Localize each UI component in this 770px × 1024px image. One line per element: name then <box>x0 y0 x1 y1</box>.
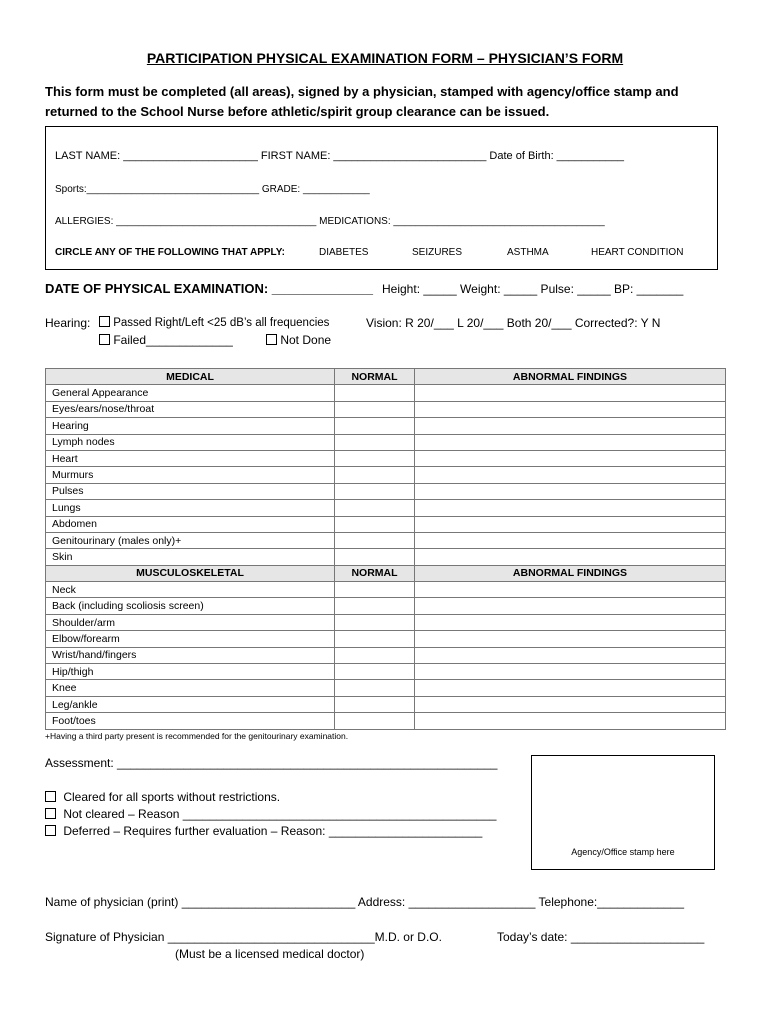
exam-item-label: Lungs <box>46 500 335 516</box>
exam-item-label: Foot/toes <box>46 713 335 729</box>
footnote: +Having a third party present is recommended for the genitourinary examination. <box>45 731 349 741</box>
cleared-label: Cleared for all sports without restrictions. <box>63 790 281 804</box>
abnormal-findings-cell[interactable] <box>415 664 726 680</box>
hearing-notdone-label: Not Done <box>280 333 332 347</box>
abnormal-findings-cell[interactable] <box>415 614 726 630</box>
normal-cell[interactable] <box>335 434 415 450</box>
abnormal-findings-cell[interactable] <box>415 549 726 565</box>
exam-item-label: Heart <box>46 450 335 466</box>
condition-heart[interactable]: HEART CONDITION <box>591 247 684 258</box>
table-row <box>46 401 726 417</box>
normal-cell[interactable] <box>335 598 415 614</box>
hearing-passed-option[interactable] <box>99 316 329 329</box>
condition-seizures[interactable]: SEIZURES <box>412 247 463 258</box>
normal-cell[interactable] <box>335 418 415 434</box>
exam-item-label: Leg/ankle <box>46 696 335 712</box>
table-row <box>46 696 726 712</box>
abnormal-findings-cell[interactable] <box>415 418 726 434</box>
condition-diabetes[interactable]: DIABETES <box>319 247 369 258</box>
hearing-notdone-option[interactable] <box>266 333 331 347</box>
exam-item-label: Hearing <box>46 418 335 434</box>
normal-cell[interactable] <box>335 467 415 483</box>
table-row <box>46 713 726 729</box>
exam-item-label: Eyes/ears/nose/throat <box>46 401 335 417</box>
table-row <box>46 385 726 401</box>
deferred-option[interactable] <box>45 824 482 838</box>
table-row <box>46 532 726 548</box>
normal-cell[interactable] <box>335 696 415 712</box>
abnormal-findings-cell[interactable] <box>415 483 726 499</box>
stamp-box <box>531 755 715 870</box>
normal-cell[interactable] <box>335 647 415 663</box>
table-row <box>46 516 726 532</box>
exam-item-label: Shoulder/arm <box>46 614 335 630</box>
circle-apply-label: CIRCLE ANY OF THE FOLLOWING THAT APPLY: <box>55 247 285 258</box>
abnormal-findings-cell[interactable] <box>415 385 726 401</box>
table-row <box>46 434 726 450</box>
abnormal-findings-cell[interactable] <box>415 516 726 532</box>
table-row <box>46 450 726 466</box>
medical-header-row <box>46 369 726 385</box>
abnormal-findings-cell[interactable] <box>415 713 726 729</box>
table-row <box>46 647 726 663</box>
exam-item-label: Wrist/hand/fingers <box>46 647 335 663</box>
column-header: NORMAL <box>335 369 415 385</box>
abnormal-findings-cell[interactable] <box>415 598 726 614</box>
exam-item-label: Neck <box>46 582 335 598</box>
vision-line[interactable]: Vision: R 20/___ L 20/___ Both 20/___ Corrected?: Y N <box>366 316 661 330</box>
hearing-label: Hearing: <box>45 316 91 330</box>
hearing-passed-label: Passed Right/Left <25 dB’s all frequencies <box>113 317 330 329</box>
name-dob-line[interactable]: LAST NAME: ______________________ FIRST NAME: _________________________ Date of Birth: ___________ <box>55 150 624 162</box>
table-row <box>46 582 726 598</box>
abnormal-findings-cell[interactable] <box>415 450 726 466</box>
table-row <box>46 467 726 483</box>
normal-cell[interactable] <box>335 516 415 532</box>
sports-grade-line[interactable]: Sports:_______________________________ GRADE: ____________ <box>55 184 370 195</box>
abnormal-findings-cell[interactable] <box>415 647 726 663</box>
normal-cell[interactable] <box>335 713 415 729</box>
abnormal-findings-cell[interactable] <box>415 401 726 417</box>
abnormal-findings-cell[interactable] <box>415 434 726 450</box>
vitals-line[interactable]: Height: _____ Weight: _____ Pulse: _____ BP: _______ <box>382 282 684 296</box>
normal-cell[interactable] <box>335 483 415 499</box>
table-row <box>46 598 726 614</box>
normal-cell[interactable] <box>335 549 415 565</box>
exam-item-label: Murmurs <box>46 467 335 483</box>
table-row <box>46 680 726 696</box>
column-header: MEDICAL <box>46 369 335 385</box>
exam-item-label: Knee <box>46 680 335 696</box>
musculoskeletal-header-row <box>46 565 726 581</box>
exam-item-label: Pulses <box>46 483 335 499</box>
exam-item-label: Back (including scoliosis screen) <box>46 598 335 614</box>
exam-item-label: General Appearance <box>46 385 335 401</box>
normal-cell[interactable] <box>335 664 415 680</box>
exam-date-line[interactable]: DATE OF PHYSICAL EXAMINATION: ______________ <box>45 281 374 296</box>
abnormal-findings-cell[interactable] <box>415 532 726 548</box>
table-row <box>46 614 726 630</box>
instructions-line-2: returned to the School Nurse before athletic/spirit group clearance can be issued. <box>45 104 550 119</box>
checkbox-icon[interactable] <box>99 316 110 327</box>
normal-cell[interactable] <box>335 401 415 417</box>
normal-cell[interactable] <box>335 500 415 516</box>
checkbox-icon[interactable] <box>45 791 56 802</box>
checkbox-icon[interactable] <box>266 334 277 345</box>
hearing-failed-label: Failed_____________ <box>113 333 233 347</box>
normal-cell[interactable] <box>335 532 415 548</box>
physician-signature-line[interactable]: Signature of Physician _______________________________M.D. or D.O. <box>45 930 442 944</box>
instructions <box>45 82 679 122</box>
abnormal-findings-cell[interactable] <box>415 680 726 696</box>
abnormal-findings-cell[interactable] <box>415 631 726 647</box>
checkbox-icon[interactable] <box>45 808 56 819</box>
exam-item-label: Genitourinary (males only)+ <box>46 532 335 548</box>
form-title: PARTICIPATION PHYSICAL EXAMINATION FORM – PHYSICIAN’S FORM <box>146 50 624 66</box>
cleared-option[interactable] <box>45 790 280 804</box>
column-header: NORMAL <box>335 565 415 581</box>
abnormal-findings-cell[interactable] <box>415 500 726 516</box>
normal-cell[interactable] <box>335 614 415 630</box>
exam-item-label: Hip/thigh <box>46 664 335 680</box>
table-row <box>46 418 726 434</box>
condition-asthma[interactable]: ASTHMA <box>507 247 549 258</box>
not-cleared-label: Not cleared – Reason _______________________________________________ <box>63 807 497 821</box>
allergies-medications-line[interactable]: ALLERGIES: ____________________________________ MEDICATIONS: ______________________________________ <box>55 216 605 227</box>
normal-cell[interactable] <box>335 680 415 696</box>
normal-cell[interactable] <box>335 450 415 466</box>
normal-cell[interactable] <box>335 385 415 401</box>
exam-item-label: Skin <box>46 549 335 565</box>
todays-date-line[interactable]: Today’s date: ____________________ <box>497 930 705 944</box>
table-row <box>46 500 726 516</box>
not-cleared-option[interactable] <box>45 807 496 821</box>
table-row <box>46 549 726 565</box>
normal-cell[interactable] <box>335 582 415 598</box>
column-header: ABNORMAL FINDINGS <box>415 565 726 581</box>
licensed-note: (Must be a licensed medical doctor) <box>175 947 365 961</box>
checkbox-icon[interactable] <box>99 334 110 345</box>
exam-findings-table <box>45 368 726 730</box>
column-header: MUSCULOSKELETAL <box>46 565 335 581</box>
abnormal-findings-cell[interactable] <box>415 467 726 483</box>
hearing-failed-option[interactable] <box>99 333 233 347</box>
stamp-label: Agency/Office stamp here <box>571 847 675 857</box>
exam-item-label: Lymph nodes <box>46 434 335 450</box>
abnormal-findings-cell[interactable] <box>415 582 726 598</box>
instructions-line-1: This form must be completed (all areas), signed by a physician, stamped with agency/office stamp and <box>45 84 679 99</box>
table-row <box>46 483 726 499</box>
table-row <box>46 664 726 680</box>
table-row <box>46 631 726 647</box>
normal-cell[interactable] <box>335 631 415 647</box>
assessment-line[interactable]: Assessment: _________________________________________________________ <box>45 756 498 770</box>
deferred-label: Deferred – Requires further evaluation – Reason: _______________________ <box>63 824 483 838</box>
column-header: ABNORMAL FINDINGS <box>415 369 726 385</box>
physician-name-line[interactable]: Name of physician (print) __________________________ Address: ___________________ Telephone:_____________ <box>45 895 684 909</box>
exam-item-label: Abdomen <box>46 516 335 532</box>
student-info-box <box>45 126 718 270</box>
exam-item-label: Elbow/forearm <box>46 631 335 647</box>
abnormal-findings-cell[interactable] <box>415 696 726 712</box>
checkbox-icon[interactable] <box>45 825 56 836</box>
